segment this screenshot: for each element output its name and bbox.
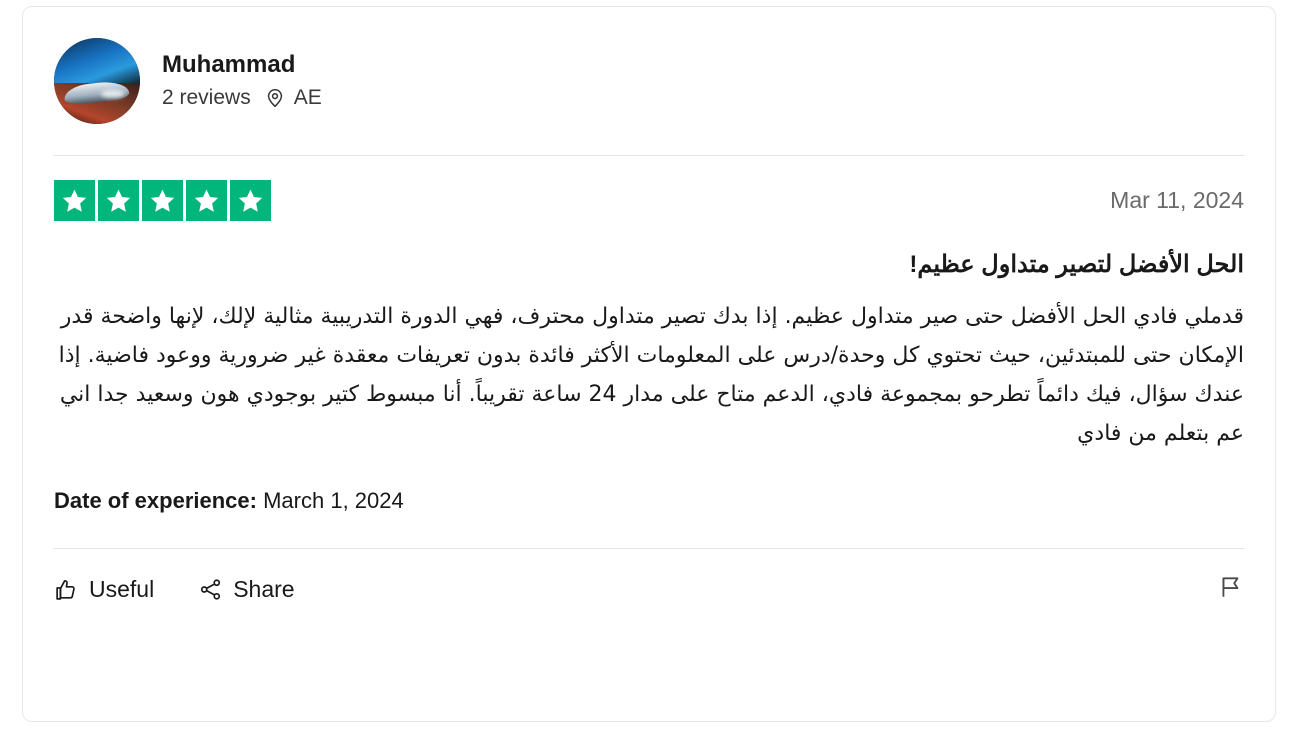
star-icon: [230, 180, 271, 221]
date-of-experience-label: Date of experience:: [54, 487, 257, 513]
share-button[interactable]: [198, 576, 294, 603]
share-label: Share: [233, 576, 295, 603]
review-title: الحل الأفضل لتصير متداول عظيم!: [909, 251, 1244, 278]
reviewer-name[interactable]: Muhammad: [162, 51, 296, 79]
star-icon: [54, 180, 95, 221]
review-card: [22, 6, 1276, 722]
rating-row: [54, 156, 1244, 244]
reviews-count: 2 reviews: [162, 85, 251, 109]
avatar-sky: [54, 38, 140, 85]
date-of-experience: [54, 488, 1244, 514]
flag-icon: [1218, 587, 1244, 604]
user-info: [162, 52, 322, 109]
reviewer-meta: [162, 86, 322, 110]
avatar: [54, 38, 140, 124]
location-pin-icon: [264, 87, 286, 109]
useful-button[interactable]: [54, 576, 154, 603]
star-icon: [142, 180, 183, 221]
review-date: Mar 11, 2024: [1110, 186, 1244, 213]
thumbs-up-icon: [54, 577, 79, 602]
country-code: AE: [293, 85, 322, 109]
useful-label: Useful: [89, 576, 155, 603]
report-button[interactable]: [1218, 574, 1244, 605]
review-header: [54, 7, 1244, 155]
review-body: قدملي فادي الحل الأفضل حتى صير متداول عظيم. إذا بدك تصير متداول محترف، فهي الدورة التدريبية مثالية لإلك، لإنها واضحة قدر الإمكان حتى للمبتدئين، حيث تحتوي كل وحدة/درس على المعلومات الأكثر فائدة بدون تعريفات معقدة غير ضرورية ووعود فاضية. إذا عندك سؤال، فيك دائماً تطرحو بمجموعة فادي، الدعم متاح على مدار 24 ساعة تقريباً. أنا مبسوط كتير بوجودي هون وسعيد جدا اني عم بتعلم من فادي: [58, 304, 1244, 447]
star-icon: [98, 180, 139, 221]
review-footer: [54, 549, 1244, 631]
share-icon: [198, 577, 223, 602]
date-of-experience-value: March 1, 2024: [263, 487, 404, 513]
star-icon: [186, 180, 227, 221]
reviewer-location: [264, 86, 322, 110]
star-rating: [54, 180, 271, 221]
